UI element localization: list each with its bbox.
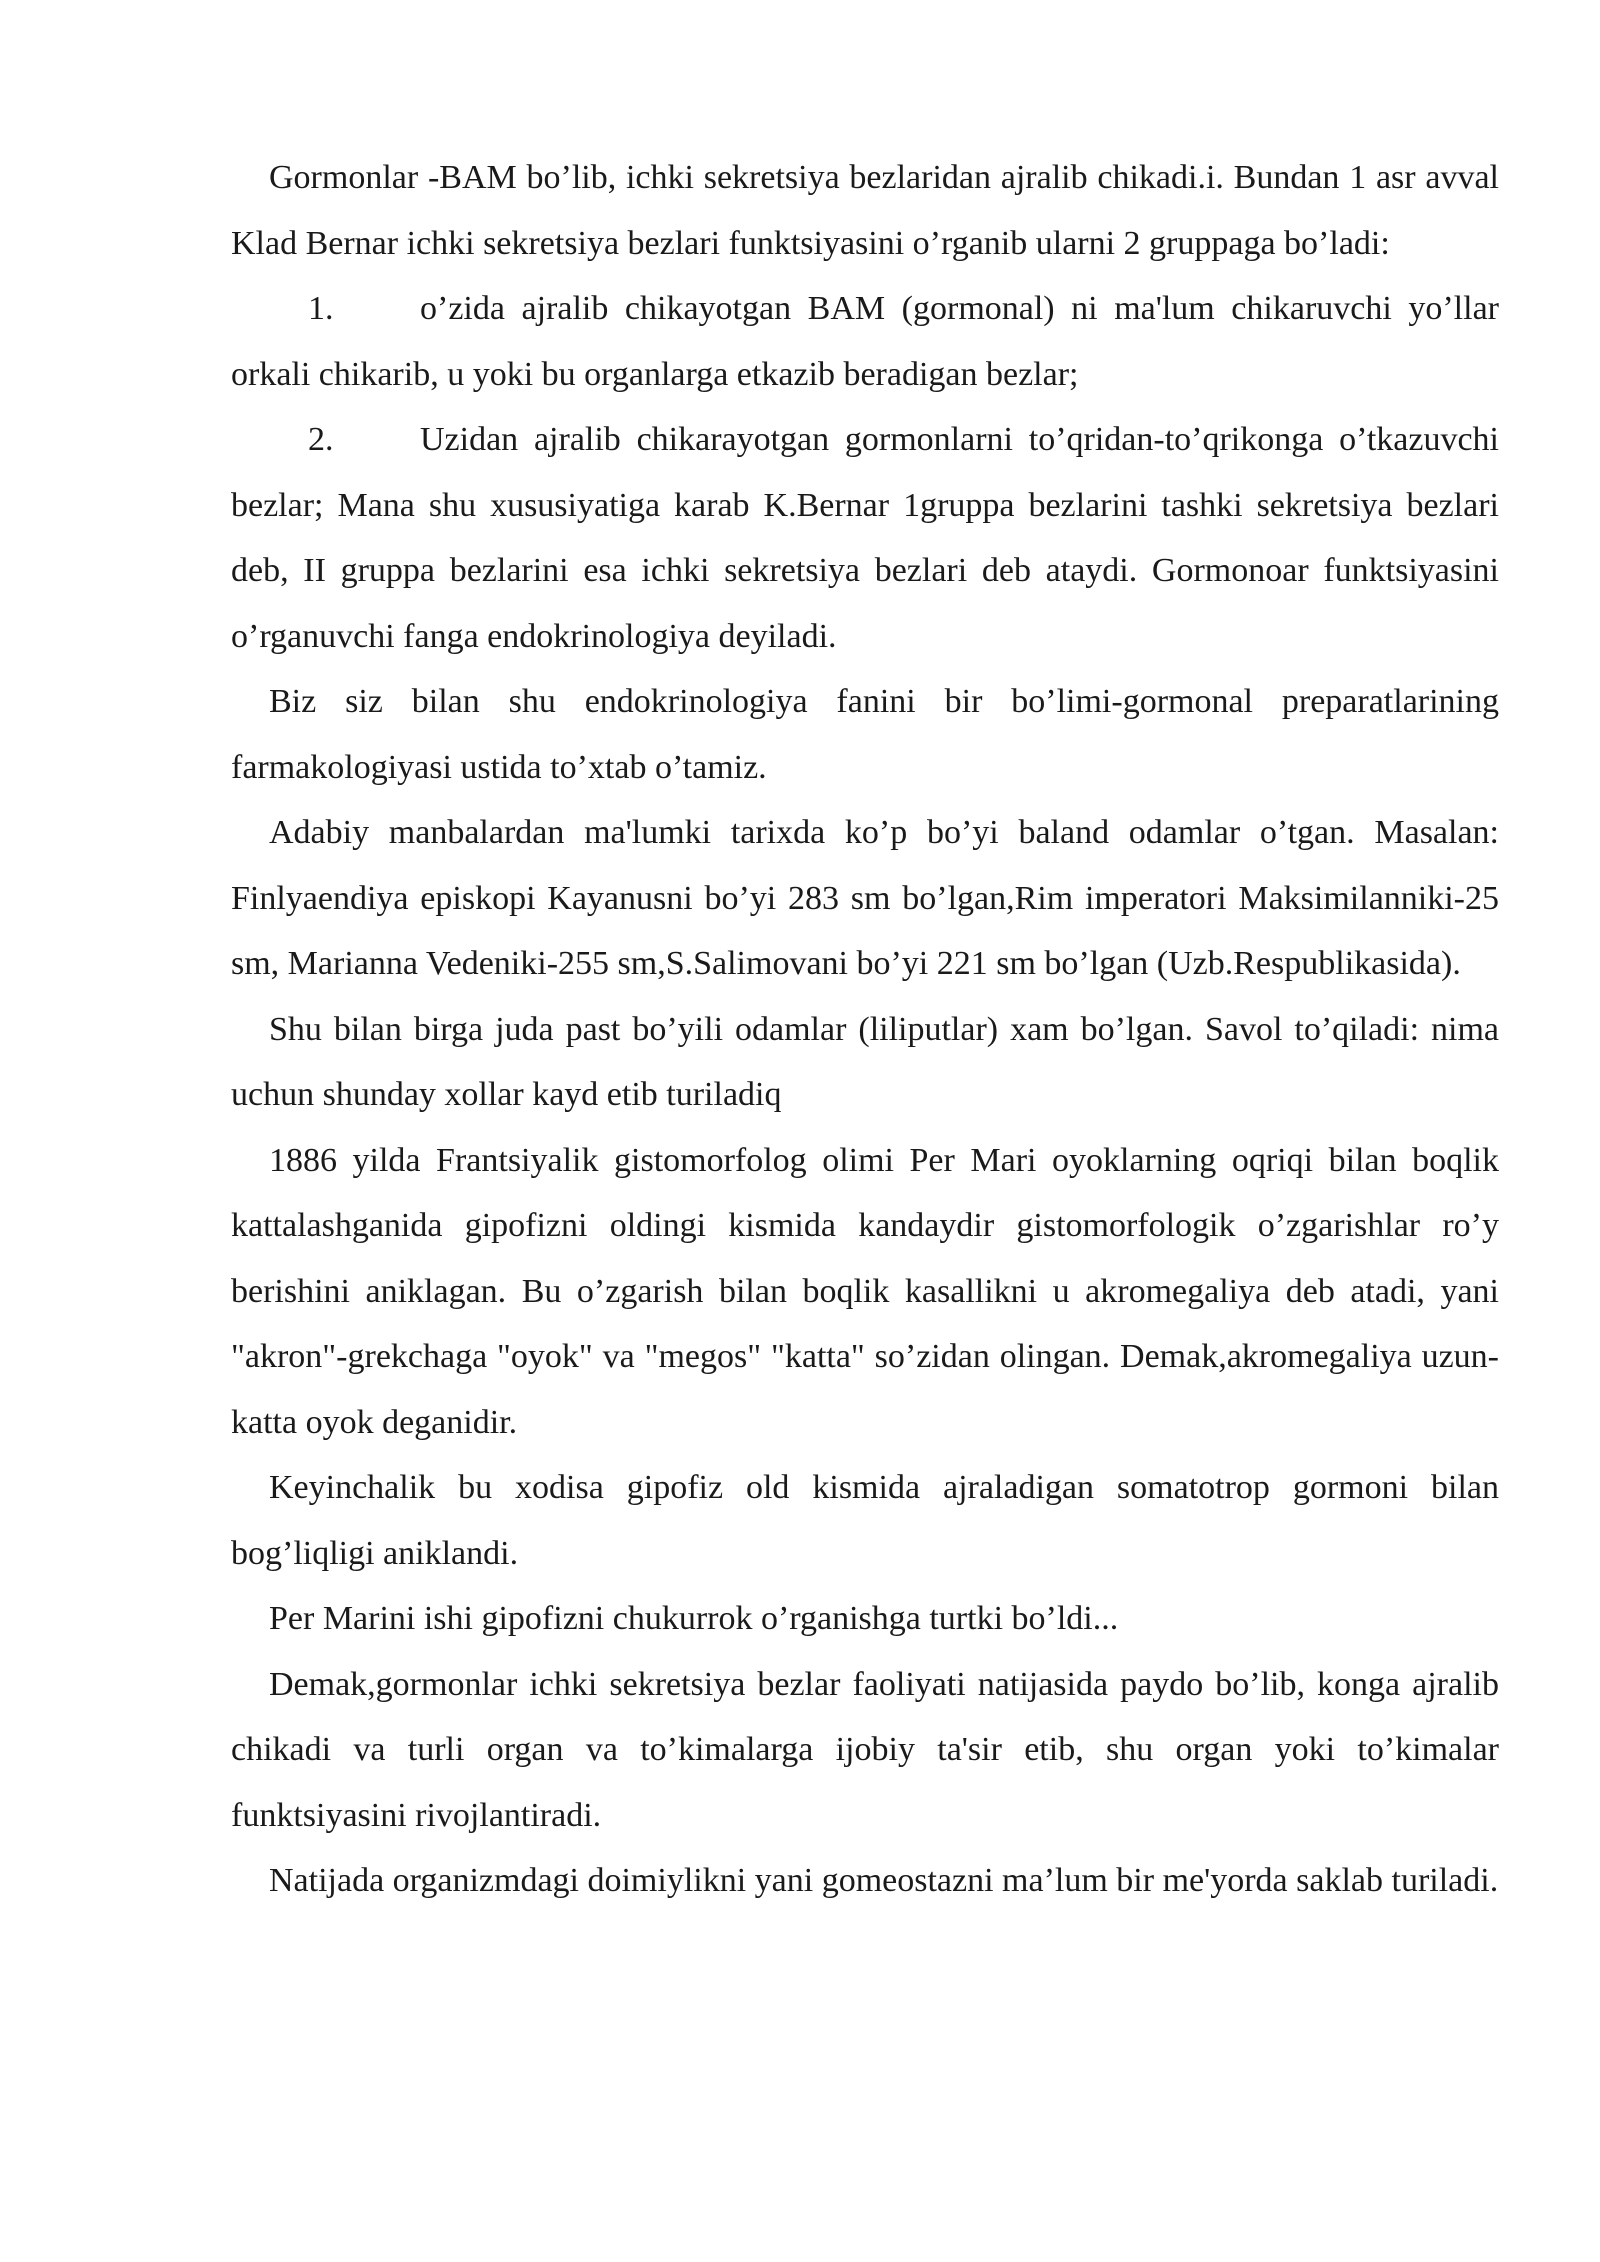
paragraph: 1886 yilda Frantsiyalik gistomorfolog olimi Per Mari oyoklarning oqriqi bilan boqlik kattalashganida gipofizni oldingi kismida kandaydir gistomorfologik o’zgarishlar ro’y berishini aniklagan. Bu o’zgarish bilan boqlik kasallikni u akromegaliya deb atadi, yani "akron"-grekchaga "oyok" va "megos" "katta" so’zidan olingan. Demak,akromegaliya uzun-katta oyok deganidir. bbox=[231, 1141, 1499, 1441]
paragraph: Adabiy manbalardan ma'lumki tarixda ko’p bo’yi baland odamlar o’tgan. Masalan: Finlyaendiya episkopi Kayanusni bo’yi 283 sm bo’lgan,Rim imperatori Maksimilanniki-25 sm, Marianna Vedeniki-255 sm,S.Salimovani bo’yi 221 sm bo’lgan (Uzb.Respublikasida). bbox=[231, 814, 1499, 982]
list-item-1 bbox=[231, 276, 1499, 407]
paragraph: Natijada organizmdagi doimiylikni yani gomeostazni ma’lum bir me'yorda saklab turiladi. bbox=[269, 1862, 1499, 1899]
paragraph-intro: Gormonlar -BAM bo’lib, ichki sekretsiya bezlaridan ajralib chikadi.i. Bundan 1 asr avval Klad Bernar ichki sekretsiya bezlari funktsiyasini o’rganib ularni 2 gruppaga bo’ladi: bbox=[231, 159, 1499, 262]
paragraph: Per Marini ishi gipofizni chukurrok o’rganishga turtki bo’ldi... bbox=[269, 1600, 1119, 1637]
list-item-2 bbox=[231, 407, 1499, 669]
paragraph: Biz siz bilan shu endokrinologiya fanini bir bo’limi-gormonal preparatlarining farmakologiyasi ustida to’xtab o’tamiz. bbox=[231, 683, 1499, 786]
paragraph: Demak,gormonlar ichki sekretsiya bezlar faoliyati natijasida paydo bo’lib, konga ajralib chikadi va turli organ va to’kimalarga ijobiy ta'sir etib, shu organ yoki to’kimalar funktsiyasini rivojlantiradi. bbox=[231, 1665, 1499, 1834]
list-number: 1. bbox=[308, 290, 334, 327]
paragraph: Keyinchalik bu xodisa gipofiz old kismida ajraladigan somatotrop gormoni bilan bog’liqligi aniklandi. bbox=[231, 1469, 1499, 1572]
document-page bbox=[231, 145, 1499, 1914]
list-item-text: o’zida ajralib chikayotgan BAM (gormonal) ni ma'lum chikaruvchi yo’llar orkali chikarib, u yoki bu organlarga etkazib beradigan bezlar; bbox=[231, 290, 1499, 393]
paragraph: Shu bilan birga juda past bo’yili odamlar (liliputlar) xam bo’lgan. Savol to’qiladi: nima uchun shunday xollar kayd etib turiladiq bbox=[231, 1010, 1499, 1113]
list-item-text: Uzidan ajralib chikarayotgan gormonlarni to’qridan-to’qrikonga o’tkazuvchi bezlar; Mana shu xususiyatiga karab K.Bernar 1gruppa bezlarini tashki sekretsiya bezlari deb, II gruppa bezlarini esa ichki sekretsiya bezlari deb ataydi. Gormonoar funktsiyasini o’rganuvchi fanga endokrinologiya deyiladi. bbox=[231, 421, 1499, 655]
list-number: 2. bbox=[308, 421, 334, 458]
